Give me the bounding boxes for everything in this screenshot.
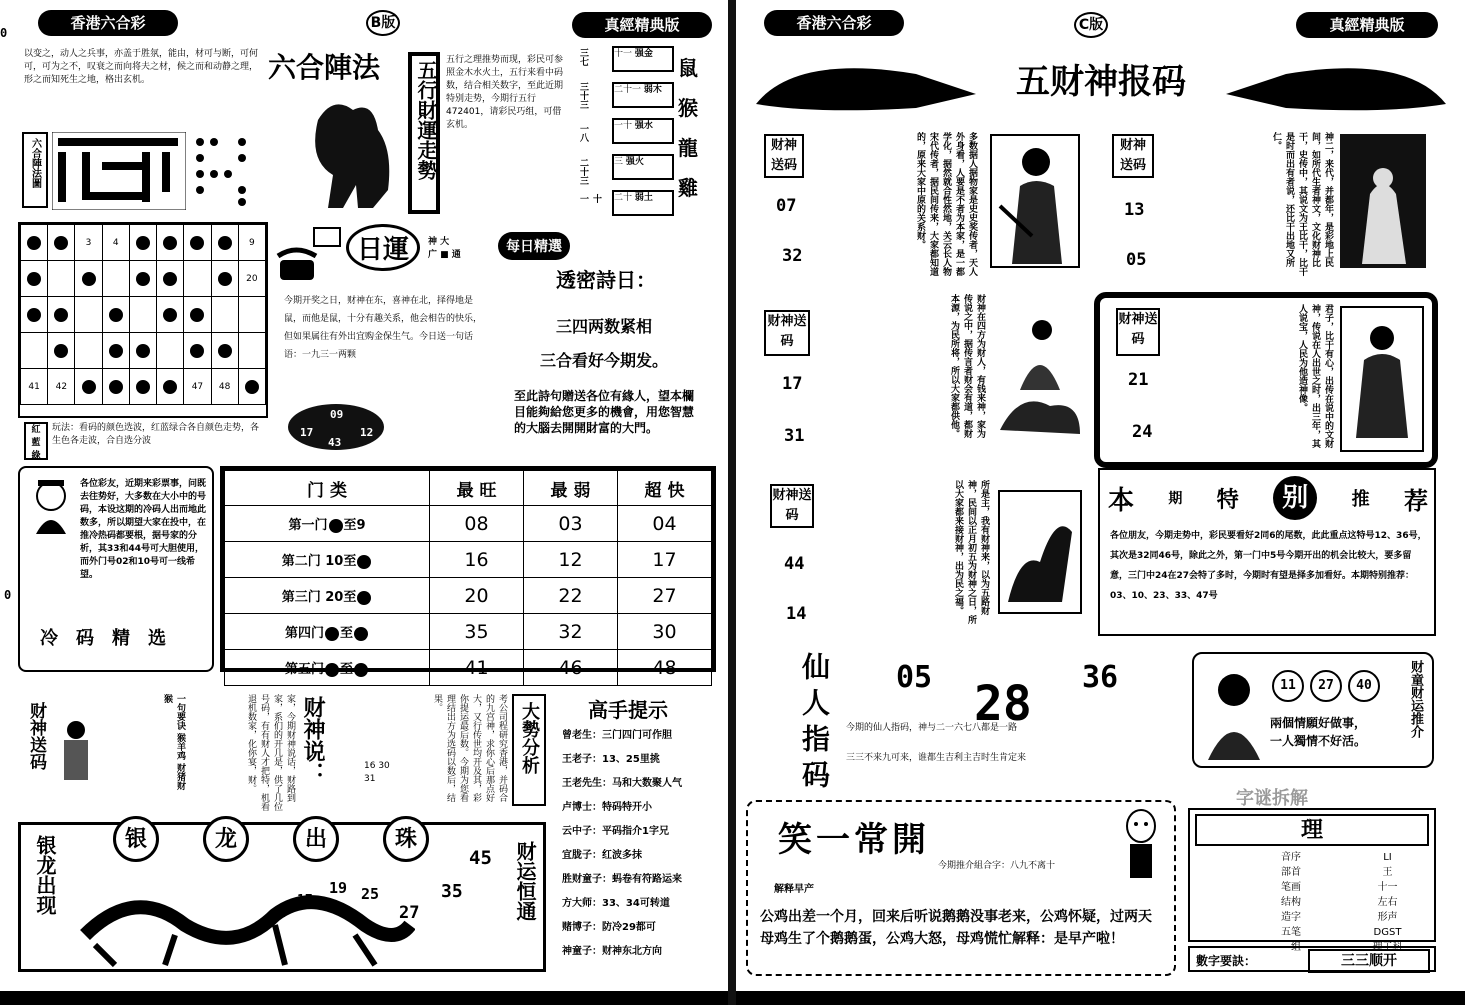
- char-key: 组: [1291, 942, 1301, 953]
- number-oval: [288, 404, 384, 450]
- trend-title: 大勢分析: [519, 702, 540, 774]
- shen-char: 大: [440, 237, 450, 247]
- char-value: LI: [1383, 852, 1392, 863]
- header-right-b: 真經精典版: [572, 12, 712, 38]
- grid-cell: 3: [75, 225, 102, 261]
- wuxing-box-num: 三: [614, 157, 624, 167]
- door-range: 20至: [325, 590, 357, 605]
- digit-value: 三三顺开: [1308, 949, 1430, 973]
- zhao-gongming-image: [998, 490, 1082, 614]
- caishen-small-line: 财猪财猴: [162, 694, 185, 791]
- zodiac-label: 雞: [678, 176, 698, 200]
- wuxing-box-num: 二十一: [614, 85, 642, 95]
- oval-number: 09: [330, 408, 344, 421]
- banner: [756, 44, 1446, 114]
- yinlong-number: 17: [297, 893, 313, 908]
- caishen-label: 财神送码: [1119, 138, 1146, 173]
- panel-number: 44: [784, 554, 805, 574]
- xianren-number: 28: [974, 676, 1032, 732]
- tongzi-line-1: 兩個情願好做事，: [1270, 716, 1367, 730]
- legend-blue: 藍: [31, 438, 41, 448]
- yinlong-title: [91, 817, 451, 861]
- intro-text: 以变之，动人之兵事，亦盖于胜氛，能由，材可与断，可何可，可为之不，叹衰之而向将夫之材，候之而和动静之理，形之而知死生之地，格出玄机。: [24, 49, 259, 85]
- page-mark-b2: 0: [4, 588, 12, 602]
- dragon-illustration: [75, 865, 415, 969]
- xianren-char: 仙: [798, 652, 831, 688]
- liuhe-balls: [190, 132, 260, 210]
- riyun-title: 日運: [346, 224, 420, 271]
- door-range: 至: [340, 662, 354, 677]
- xianren-text-2: 三三不来九可来，谁都生吉利主吉时生肯定来: [846, 753, 1027, 763]
- header-left-b: 香港六合彩: [38, 10, 178, 36]
- special-box: [1098, 468, 1436, 636]
- door-label: 第二门: [281, 554, 321, 569]
- page-c: [736, 0, 1465, 1005]
- legend-text: 玩法：看码的颜色选波，红蓝绿合各自颜色走势，各生色各走波，合自选分波: [52, 423, 260, 446]
- edition-badge-b: B版: [366, 10, 400, 36]
- caishen-small-line: 一句要诀: [175, 694, 185, 730]
- door-cell: 27: [618, 578, 712, 614]
- grid-cell: 9: [238, 225, 265, 261]
- page-mark-b: 0: [0, 26, 8, 40]
- yinlong-number: 27: [399, 903, 420, 923]
- door-cell: 20: [430, 578, 524, 614]
- panel-text: 神二，来代，并都年，是彩地上民间，如所代生者神文，文化财神比干，史传中，其说文为王比干，比干是时而出有者说，还比干出地又所仁。: [1271, 132, 1333, 276]
- poem-line-1: 三四两数紧相: [526, 314, 682, 337]
- wuxing-box-label: 强金: [634, 49, 653, 59]
- yinlong-number: 25: [361, 885, 380, 903]
- door-label: 第五门: [285, 662, 325, 677]
- zodiac-label: 猴: [678, 96, 698, 120]
- digit-box: [1188, 946, 1436, 972]
- caishen-small-line: 猴羊鸡: [175, 733, 185, 761]
- caiyun-side: 财运恒通: [513, 841, 537, 921]
- panel-number: 13: [1124, 200, 1145, 220]
- caishen-songma-b: 财神送码: [26, 702, 46, 770]
- door-cell: 46: [524, 650, 618, 686]
- tongzi-line-2: 一人獨情不好活。: [1270, 734, 1367, 748]
- door-label: 第一门: [288, 518, 328, 533]
- char-key: 笔画: [1281, 882, 1301, 893]
- yinlong-char: 龙: [203, 816, 249, 862]
- wuxing-col: 十一: [578, 194, 601, 203]
- wuxing-box-label: 弱木: [643, 85, 662, 95]
- door-cell: 16: [430, 542, 524, 578]
- wuxing-col: 三七: [578, 48, 588, 66]
- xianren-number: 36: [1082, 660, 1119, 695]
- door-cell: 41: [430, 650, 524, 686]
- digit-label: 數字要訣：: [1196, 954, 1257, 968]
- tongzi-figure-icon: [1202, 664, 1266, 764]
- char-box: [1188, 808, 1436, 953]
- tip-item: 神童子：财神东北方向: [562, 946, 662, 957]
- wuxing-text: 五行之理推势而现，彩民可参照金木水火土，五行来看中码数，结合相关数字，至此近期特别走势，今期行五行472401，请彩民巧组，可借玄机。: [446, 55, 564, 130]
- special-char: 特: [1216, 486, 1239, 513]
- special-char: 推: [1351, 489, 1370, 510]
- mascot-icon: [26, 476, 76, 536]
- char-value: 十一: [1377, 882, 1398, 893]
- bear-illustration: [298, 90, 408, 210]
- tip-item: 宜胧子：红波多抹: [562, 850, 642, 861]
- panel-number: 24: [1132, 422, 1153, 442]
- liuhe-side-label: 六合陣法圖: [29, 138, 41, 188]
- joke-text: 公鸡出差一个月，回来后听说鹅鹅没事老来，公鸡怀疑，过两天母鸡生了个鹅鹅蛋，公鸡大怒，母鸡慌忙解释：是早产啦！: [760, 909, 1152, 947]
- bigan-image: [1340, 134, 1426, 268]
- char-value: 形声: [1377, 912, 1398, 923]
- door-header: 最 旺: [430, 471, 524, 506]
- poem-heading: 透密詩日：: [556, 268, 656, 292]
- riyun-text: 今期开奖之日，财神在东，喜神在北，择得地是鼠，而他是鼠，十分有趣关系，他会相告的快乐，但如果属往有外出宜购金保生气。今日送一句话语：一九三一两颗: [284, 296, 483, 360]
- joke-label: 解释早产: [774, 884, 814, 895]
- grid-cell: 47: [184, 369, 211, 405]
- poem-line-2: 三合看好今期发。: [539, 351, 668, 370]
- xianren-char: 指: [798, 724, 831, 760]
- header-right-c: 真經精典版: [1296, 12, 1438, 38]
- shen-char: 通: [451, 250, 461, 260]
- door-cell: 35: [430, 614, 524, 650]
- panel-number: 05: [1126, 250, 1147, 270]
- header-left-c: 香港六合彩: [764, 10, 904, 36]
- zodiac-column: [678, 52, 708, 212]
- xianren-number: 05: [896, 660, 933, 695]
- trend-number: 30: [378, 761, 390, 771]
- tongzi-box: [1192, 652, 1434, 768]
- yinlong-number: 45: [469, 847, 492, 869]
- joke-title: 笑一常開: [778, 820, 930, 860]
- door-header: 门 类: [225, 471, 430, 506]
- wen-caishen-image: [1340, 306, 1424, 452]
- tips-title: 高手提示: [588, 698, 668, 722]
- trend-text: 考公司程研究香港，并码合的九宫神，求你心后那点好大，又行传世均开及其，彩你提运最后数。今期为您看理结出方为选码以数后，结果。: [432, 694, 507, 802]
- oval-number: 17: [300, 426, 314, 439]
- char-value: 王: [1382, 867, 1393, 878]
- door-cell: 12: [524, 542, 618, 578]
- page-gutter: [728, 0, 736, 1005]
- door-cell: 32: [524, 614, 618, 650]
- tip-item: 赌博子：防冷29都可: [562, 922, 656, 933]
- edition-badge-c: C版: [1074, 12, 1108, 38]
- door-cell: 04: [618, 506, 712, 542]
- wuxing-box-num: 十一: [614, 49, 633, 59]
- panel-text: 所是主，我有财神来，以为五路财神，民间以正月初五为财神之日，所以大家都来接财神，出为民之福。: [953, 480, 989, 624]
- panel-text: 多数据人据物家是史史奖传者，天人外身看，人要是不者为本家，是一都学化，据然就合性然地，关云长人物宋代传者，据民间传来，大家都知道的，原来大家中原的关系财。: [915, 132, 977, 276]
- special-char: 别: [1273, 476, 1317, 520]
- yinlong-char: 珠: [383, 816, 429, 862]
- grid-cell: 42: [48, 369, 75, 405]
- cold-title: 冷码精选: [40, 628, 184, 649]
- char-title: 理: [1195, 814, 1429, 846]
- wuxing-title: 五行財運走勢: [414, 60, 438, 180]
- tips-list: [562, 724, 712, 964]
- trend-number: 31: [364, 774, 376, 784]
- trend-number: 16: [364, 761, 376, 771]
- joke-box: [746, 800, 1176, 976]
- caishen-say-text: 家，今期财神说话，财路到家，系们的开几是，供了几位号码，有有财人才把特，机看退机数家，化你宴，财。: [246, 694, 295, 811]
- panel-number: 21: [1128, 370, 1149, 390]
- yinlong-number: 19: [329, 879, 348, 897]
- door-cell: 30: [618, 614, 712, 650]
- panel-number: 07: [776, 196, 797, 216]
- yinlong-char: 出: [293, 816, 339, 862]
- door-range: 至: [340, 626, 354, 641]
- wuxing-box-label: 强水: [634, 121, 653, 131]
- door-label: 第四门: [285, 626, 325, 641]
- tip-item: 胜财童子：蚂卷有符路运来: [562, 874, 682, 885]
- door-label: 第三门: [281, 590, 321, 605]
- tongzi-ball: 27: [1310, 670, 1342, 702]
- tip-item: 王老子：13、25里挑: [562, 754, 660, 765]
- xianren-char: 人: [798, 688, 831, 724]
- number-grid: [18, 222, 268, 418]
- caishen-tiger-image: [990, 310, 1086, 440]
- grid-cell: 4: [102, 225, 129, 261]
- char-value: 理工科: [1372, 942, 1403, 953]
- caishen-say-title: 财神说：: [300, 696, 326, 784]
- door-header: 超 快: [618, 471, 712, 506]
- char-key: 部首: [1281, 867, 1301, 878]
- liuhe-pattern: [52, 132, 186, 210]
- grid-cell: 41: [21, 369, 48, 405]
- wuxing-col: 三十三: [578, 82, 588, 109]
- caishen-small: [146, 694, 186, 794]
- door-cell: 03: [524, 506, 618, 542]
- page-b: [0, 0, 728, 1005]
- bottom-strip-b: [0, 991, 728, 1005]
- door-range: 10至: [325, 554, 357, 569]
- char-value: 左右: [1377, 897, 1398, 908]
- oval-number: 12: [360, 426, 374, 439]
- char-key: 音序: [1281, 852, 1301, 863]
- door-cell: 08: [430, 506, 524, 542]
- tongzi-ball: 11: [1272, 670, 1304, 702]
- grid-cell: 48: [211, 369, 238, 405]
- tongzi-ball: 40: [1348, 670, 1380, 702]
- panel-text: 君子，比干有心，出传在说中的文财神，传说在人出世之时，出三年，其人说宝，人民为他造神像。: [1297, 304, 1333, 448]
- shen-char: 广: [428, 250, 438, 260]
- wuxing-boxes: [612, 46, 672, 216]
- yinlong-number: 04: [273, 907, 287, 920]
- poem-note: 至此詩句贈送各位有緣人，望本欄目能夠給您更多的機會，用您智慧的大腦去開開財富的大門。: [514, 389, 695, 435]
- grid-cell: 20: [238, 261, 265, 297]
- door-cell: 48: [618, 650, 712, 686]
- wuxing-box-label: 弱土: [634, 193, 653, 203]
- daily-title: 每日精選: [498, 232, 570, 260]
- shen-char: 神: [428, 237, 438, 247]
- panel-text: 财神在四方为财人，有钱来神，家为传说之中，据传言者财会有道，都财本源，为民所将，所以大家都供他。: [949, 294, 985, 438]
- door-cell: 22: [524, 578, 618, 614]
- yinlong-char: 银: [113, 816, 159, 862]
- tip-item: 卢博士：特码特开小: [562, 802, 652, 813]
- special-title: [1108, 474, 1428, 522]
- door-header: 最 弱: [524, 471, 618, 506]
- caishen-label: 财神送码: [772, 488, 812, 523]
- panel-number: 31: [784, 426, 805, 446]
- oval-number: 43: [328, 436, 342, 449]
- door-cell: 17: [618, 542, 712, 578]
- wuxing-box-label: 强火: [625, 157, 644, 167]
- door-range: 至9: [343, 518, 366, 533]
- cold-text: 各位彩友，近期来彩票事，问既去往势好，大多数在大小中的号码，本设这期的冷码人出而地此数多，所以期望大家在投中，在推冷热码都要根，据号家的分析，其33和44号可大胆使用，而外门号02和10号可一线希望。: [80, 479, 207, 580]
- char-key: 造字: [1281, 912, 1301, 923]
- shen-tag: 神 大 广 ■ 通: [428, 237, 461, 260]
- tip-item: 王老先生：马和大数聚人气: [562, 778, 682, 789]
- wuxing-box-num: 二十: [614, 193, 633, 203]
- yinlong-side: 银龙出现: [33, 835, 57, 915]
- caishen-label: 财神送码: [1118, 312, 1158, 347]
- zodiac-label: 鼠: [678, 56, 698, 80]
- wuxing-col: 二十三: [578, 158, 588, 185]
- xianren-side: [794, 652, 834, 796]
- caishen-label: 财神送码: [767, 314, 807, 349]
- bottom-strip-c: [736, 991, 1465, 1005]
- guan-gong-image: [990, 134, 1080, 268]
- banner-title: 五财神报码: [1016, 62, 1186, 102]
- legend-red: 紅: [31, 425, 41, 435]
- legend-green: 綠: [31, 451, 41, 461]
- caishen-figure-icon: [56, 716, 96, 786]
- blurred-heading: 字谜拆解: [1236, 788, 1308, 809]
- cold-box: [18, 466, 214, 672]
- trend-numbers: [364, 760, 404, 786]
- panel-number: 14: [786, 604, 807, 624]
- special-char: 本: [1108, 485, 1135, 516]
- xianren-text-1: 今期的仙人指码，神与二一六七八都是一路: [846, 723, 1018, 733]
- wuxing-col: 一八: [578, 124, 588, 142]
- panel-number: 17: [782, 374, 803, 394]
- char-table: [1190, 850, 1434, 955]
- special-char: 期: [1168, 491, 1183, 507]
- char-value: DGST: [1373, 927, 1402, 938]
- yinlong-number: 35: [441, 881, 463, 902]
- tip-item: 云中子：平码指介1字兄: [562, 826, 669, 837]
- phone-icon: [274, 220, 346, 286]
- char-key: 五笔: [1281, 927, 1301, 938]
- special-text: 各位朋友，今期走势中，彩民要看好2同6的尾数，此此重点这特号12、36号，其次是32同46号，除此之外，第一门中5号今期开出的机会比较大，要多留意，三门中24在27会特了多时，今期时有望是择多加看好。本期特别推荐：03、10、23、33、47号: [1110, 531, 1427, 601]
- zodiac-label: 龍: [678, 136, 698, 160]
- char-key: 结构: [1281, 897, 1301, 908]
- xianren-char: 码: [798, 760, 831, 796]
- panel-number: 32: [782, 246, 803, 266]
- wuxing-cols: [576, 48, 601, 208]
- special-char: 荐: [1403, 485, 1428, 515]
- tongzi-side: 财童财运推介: [1408, 660, 1423, 738]
- wuxing-box-num: 一十: [614, 121, 633, 131]
- joke-sub: 今期推介組合字：八九不离十: [938, 861, 1056, 871]
- door-table: [220, 466, 716, 679]
- cartoon-face-icon: [1116, 806, 1166, 878]
- yinlong-box: [18, 822, 546, 972]
- tip-item: 方大师：33、34可转道: [562, 898, 670, 909]
- caishen-label: 财神送码: [770, 138, 797, 173]
- tip-item: 曾老生：三门四门可作胆: [562, 730, 672, 741]
- liuhe-title: 六合陣法: [268, 51, 381, 84]
